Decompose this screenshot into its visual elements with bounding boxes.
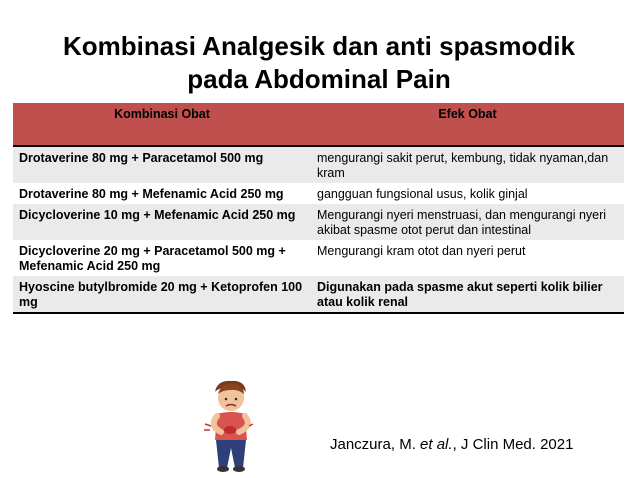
eye-left: [225, 398, 228, 401]
cell-efek: Mengurangi nyeri menstruasi, dan mengurangi nyeri akibat spasme otot perut dan intestinal: [311, 204, 624, 240]
shoe-right: [233, 466, 245, 472]
slide-title-line-1: Kombinasi Analgesik dan anti spasmodik: [63, 31, 575, 61]
cell-efek: Mengurangi kram otot dan nyeri perut: [311, 240, 624, 276]
citation-journal: , J Clin Med. 2021: [452, 436, 574, 453]
pain-mark: [224, 426, 236, 434]
shoe-left: [217, 466, 229, 472]
cell-kombinasi: Dicycloverine 10 mg + Mefenamic Acid 250 mg: [13, 204, 311, 240]
cell-kombinasi: Drotaverine 80 mg + Mefenamic Acid 250 mg: [13, 183, 311, 204]
header-efek-obat: Efek Obat: [311, 103, 624, 146]
stomach-pain-person-illustration: [183, 378, 278, 474]
cell-kombinasi: Drotaverine 80 mg + Paracetamol 500 mg: [13, 146, 311, 183]
cell-kombinasi: Dicycloverine 20 mg + Paracetamol 500 mg + Mefenamic Acid 250 mg: [13, 240, 311, 276]
eye-right: [235, 398, 238, 401]
slide-title-line-2: pada Abdominal Pain: [187, 64, 451, 94]
table-header-row: [13, 103, 624, 146]
drug-combination-table: [13, 103, 624, 314]
cell-efek: Digunakan pada spasme akut seperti kolik bilier atau kolik renal: [311, 276, 624, 313]
table-row: [13, 146, 624, 183]
slide-title: [0, 30, 638, 96]
citation-etal: et al.: [420, 436, 453, 453]
table-row: [13, 240, 624, 276]
table-row: [13, 183, 624, 204]
cell-efek: mengurangi sakit perut, kembung, tidak nyaman,dan kram: [311, 146, 624, 183]
table-row: [13, 276, 624, 313]
table-row: [13, 204, 624, 240]
header-kombinasi-obat: Kombinasi Obat: [13, 103, 311, 146]
citation-reference: [330, 436, 573, 453]
cell-efek: gangguan fungsional usus, kolik ginjal: [311, 183, 624, 204]
citation-author: Janczura, M.: [330, 436, 421, 453]
cell-kombinasi: Hyoscine butylbromide 20 mg + Ketoprofen 100 mg: [13, 276, 311, 313]
pants-shape: [216, 440, 246, 468]
